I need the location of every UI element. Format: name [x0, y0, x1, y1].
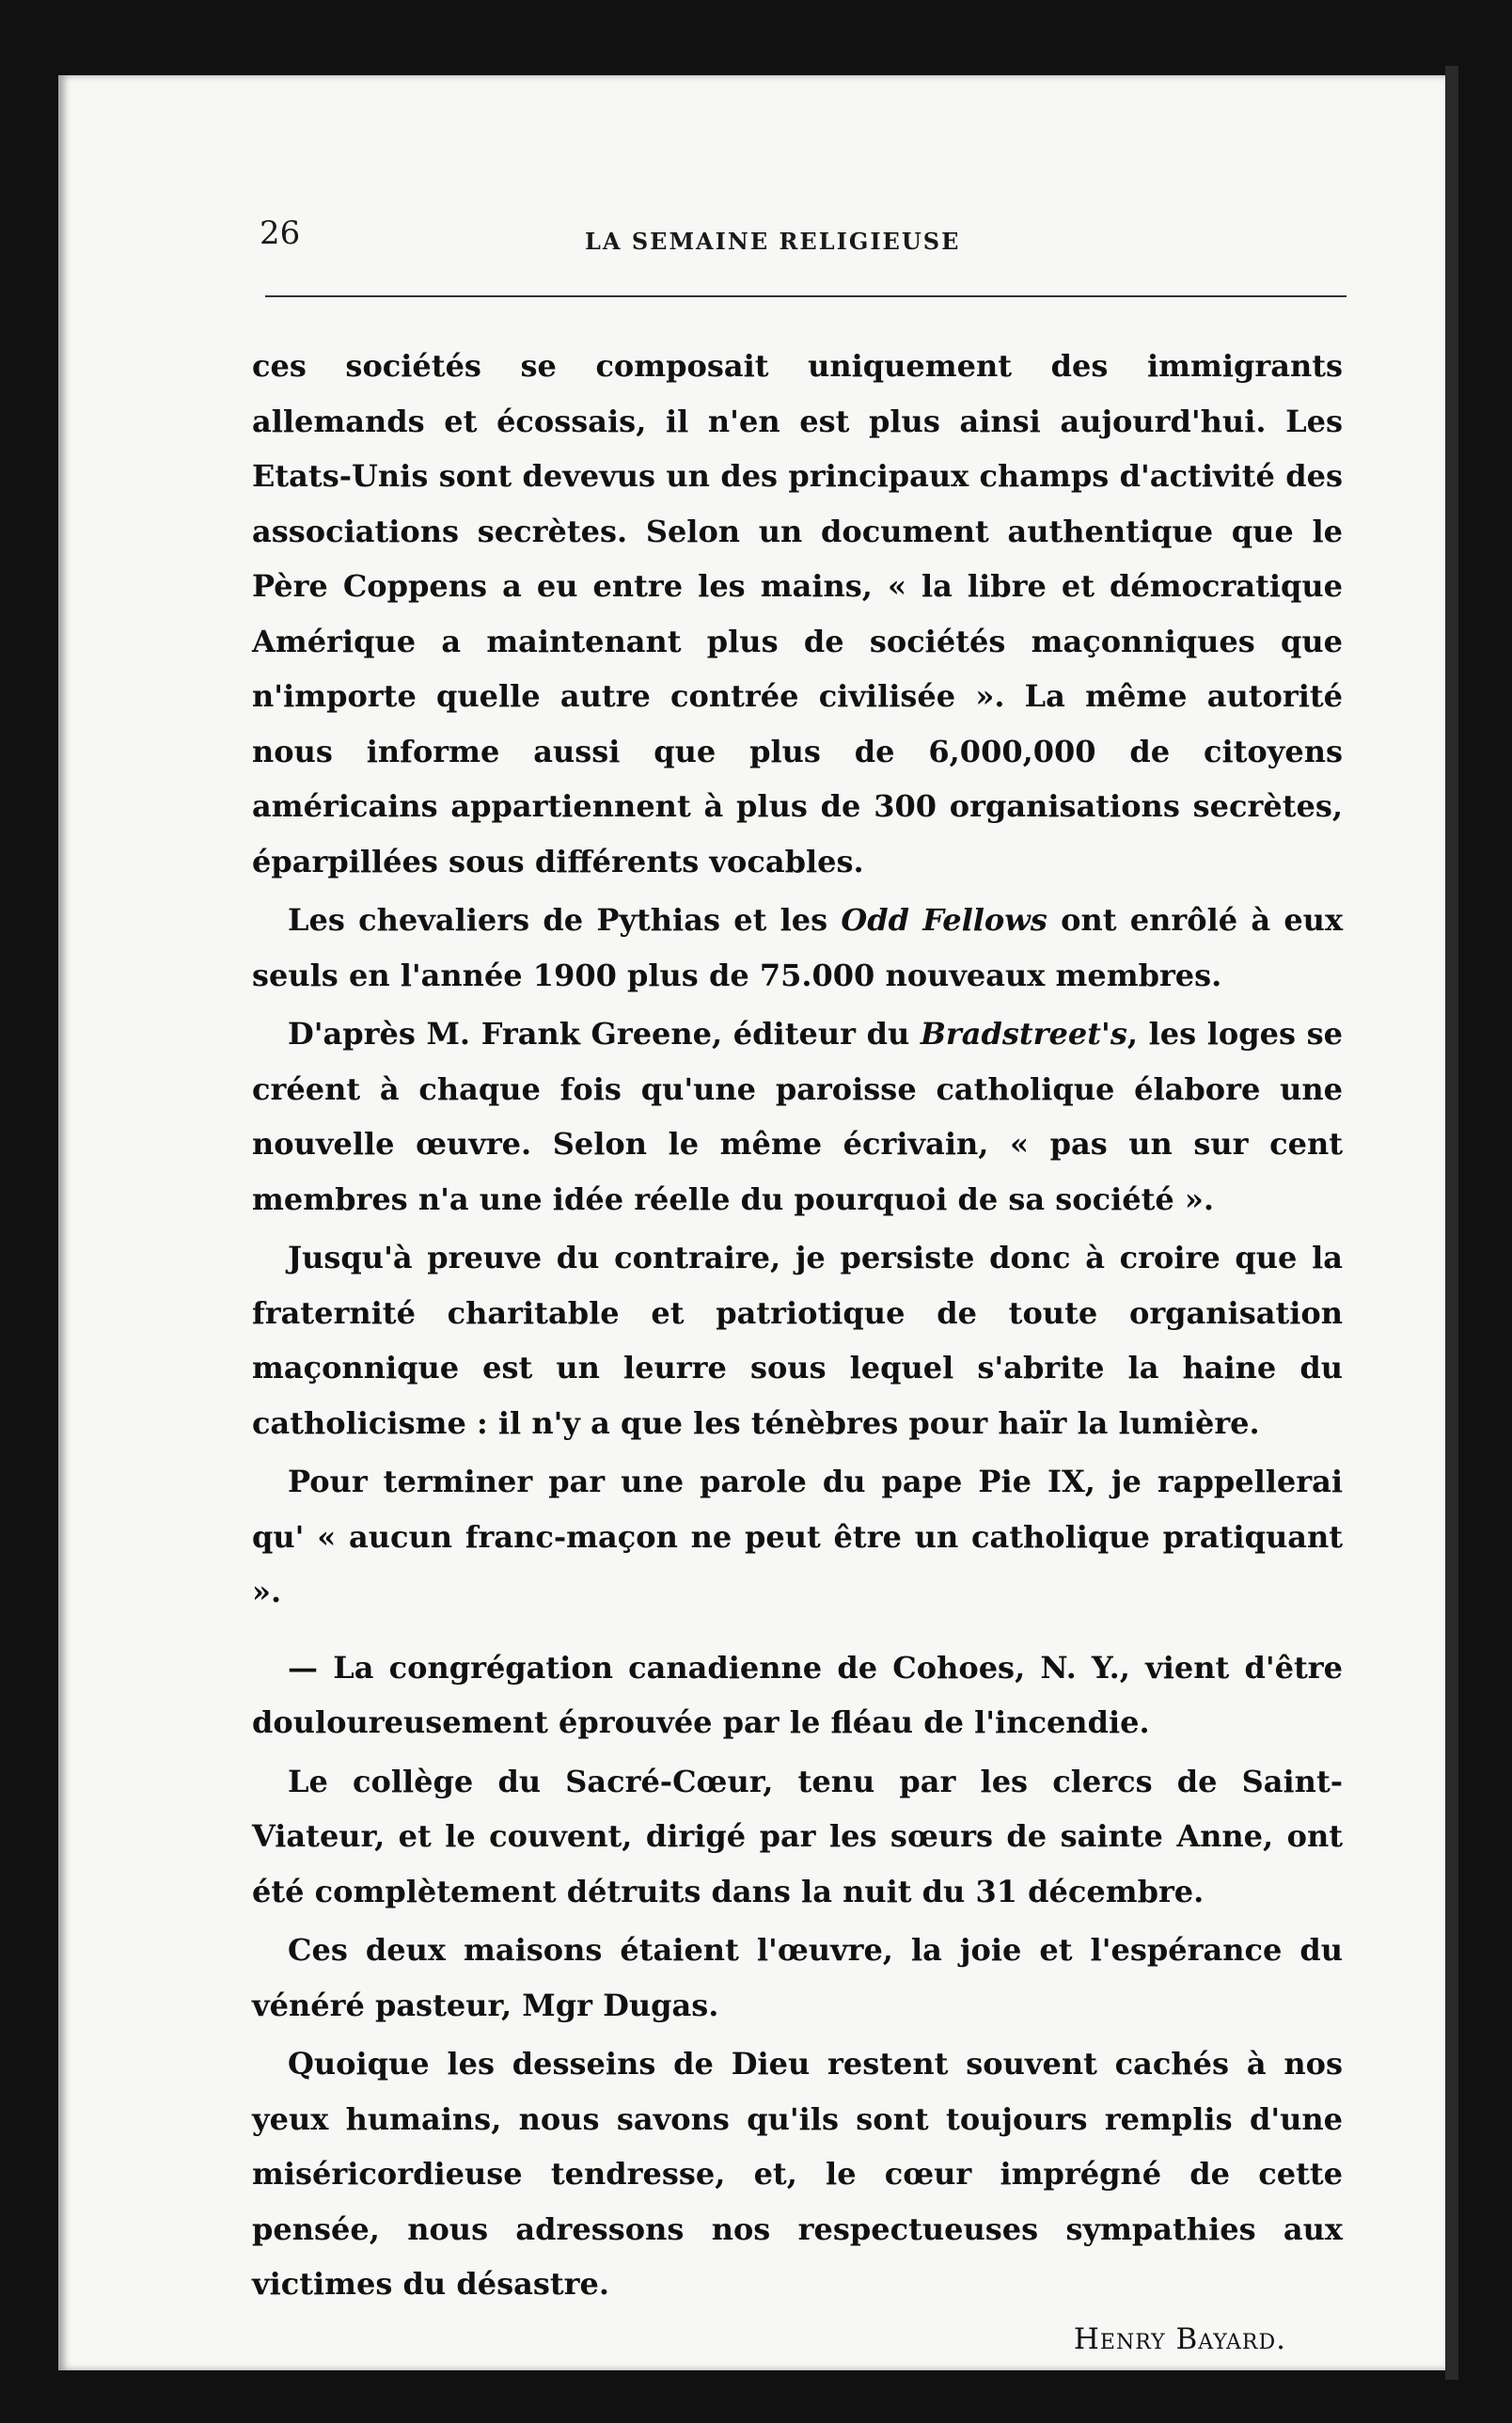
paragraph — [252, 1006, 1343, 1227]
paragraph: Ces deux maisons étaient l'œuvre, la joie et l'espérance du vénéré pasteur, Mgr Dugas. — [252, 1932, 1343, 2023]
author-signature: Henry Bayard. — [1073, 2321, 1286, 2356]
paragraph: Jusqu'à preuve du contraire, je persiste donc à croire que la fraternité charitable et patriotique de toute organisation maçonnique est un leurre sous lequel s'abrite la haine du catholicisme : il n'y a que les ténèbres pour haïr la lumière. — [252, 1240, 1343, 1441]
paragraph: — La congrégation canadienne de Cohoes, N. Y., vient d'être douloureusement éprouvée par le fléau de l'incendie. — [252, 1649, 1343, 1740]
article-body — [252, 339, 1343, 2367]
paragraph: Quoique les desseins de Dieu restent souvent cachés à nos yeux humains, nous savons qu'ils sont toujours remplis d'une miséricordieuse tendresse, et, le cœur imprégné de cette pensée, nous adressons nos respectueuses sympathies aux victimes du désastre. — [252, 2046, 1343, 2302]
page-edge — [1445, 66, 1458, 2380]
text-run: D'après M. Frank Greene, éditeur du — [288, 1016, 921, 1052]
text-run: Les chevaliers de Pythias et les — [288, 902, 842, 938]
paragraph: Pour terminer par une parole du pape Pie IX, je rappellerai qu' « aucun franc-maçon ne peut être un catholique pratiquant ». — [252, 1464, 1343, 1609]
paragraph: Le collège du Sacré-Cœur, tenu par les clercs de Saint-Viateur, et le couvent, dirigé par les sœurs de sainte Anne, ont été complètement détruits dans la nuit du 31 décembre. — [252, 1763, 1343, 1909]
italic-text: Bradstreet's — [920, 1016, 1127, 1052]
running-head — [201, 214, 1347, 261]
journal-title: LA SEMAINE RELIGIEUSE — [585, 228, 961, 255]
paragraph — [252, 893, 1343, 1003]
text-run: ont enrôlé à eux seuls en l'année 1900 plus de 75.000 nouveaux membres. — [252, 902, 1344, 993]
page-number: 26 — [260, 214, 301, 252]
text-run: , les loges se créent à chaque fois qu'une paroisse catholique élabore une nouvelle œuvre. Selon le même écrivain, « pas un sur cent membres n'a une idée réelle du pourquoi de sa société ». — [252, 1016, 1344, 1217]
header-rule — [265, 295, 1347, 297]
paragraph: ces sociétés se composait uniquement des immigrants allemands et écossais, il n'en est plus ainsi aujourd'hui. Les Etats-Unis sont devevus un des principaux champs d'activité des associations secrètes. Selon un document authentique que le Père Coppens a eu entre les mains, « la libre et démocratique Amérique a maintenant plus de sociétés maçonniques que n'importe quelle autre contrée civilisée ». La même autorité nous informe aussi que plus de 6,000,000 de citoyens américains appartiennent à plus de 300 organisations secrètes, éparpillées sous différents vocables. — [252, 348, 1343, 879]
italic-text: Odd Fellows — [841, 902, 1047, 938]
